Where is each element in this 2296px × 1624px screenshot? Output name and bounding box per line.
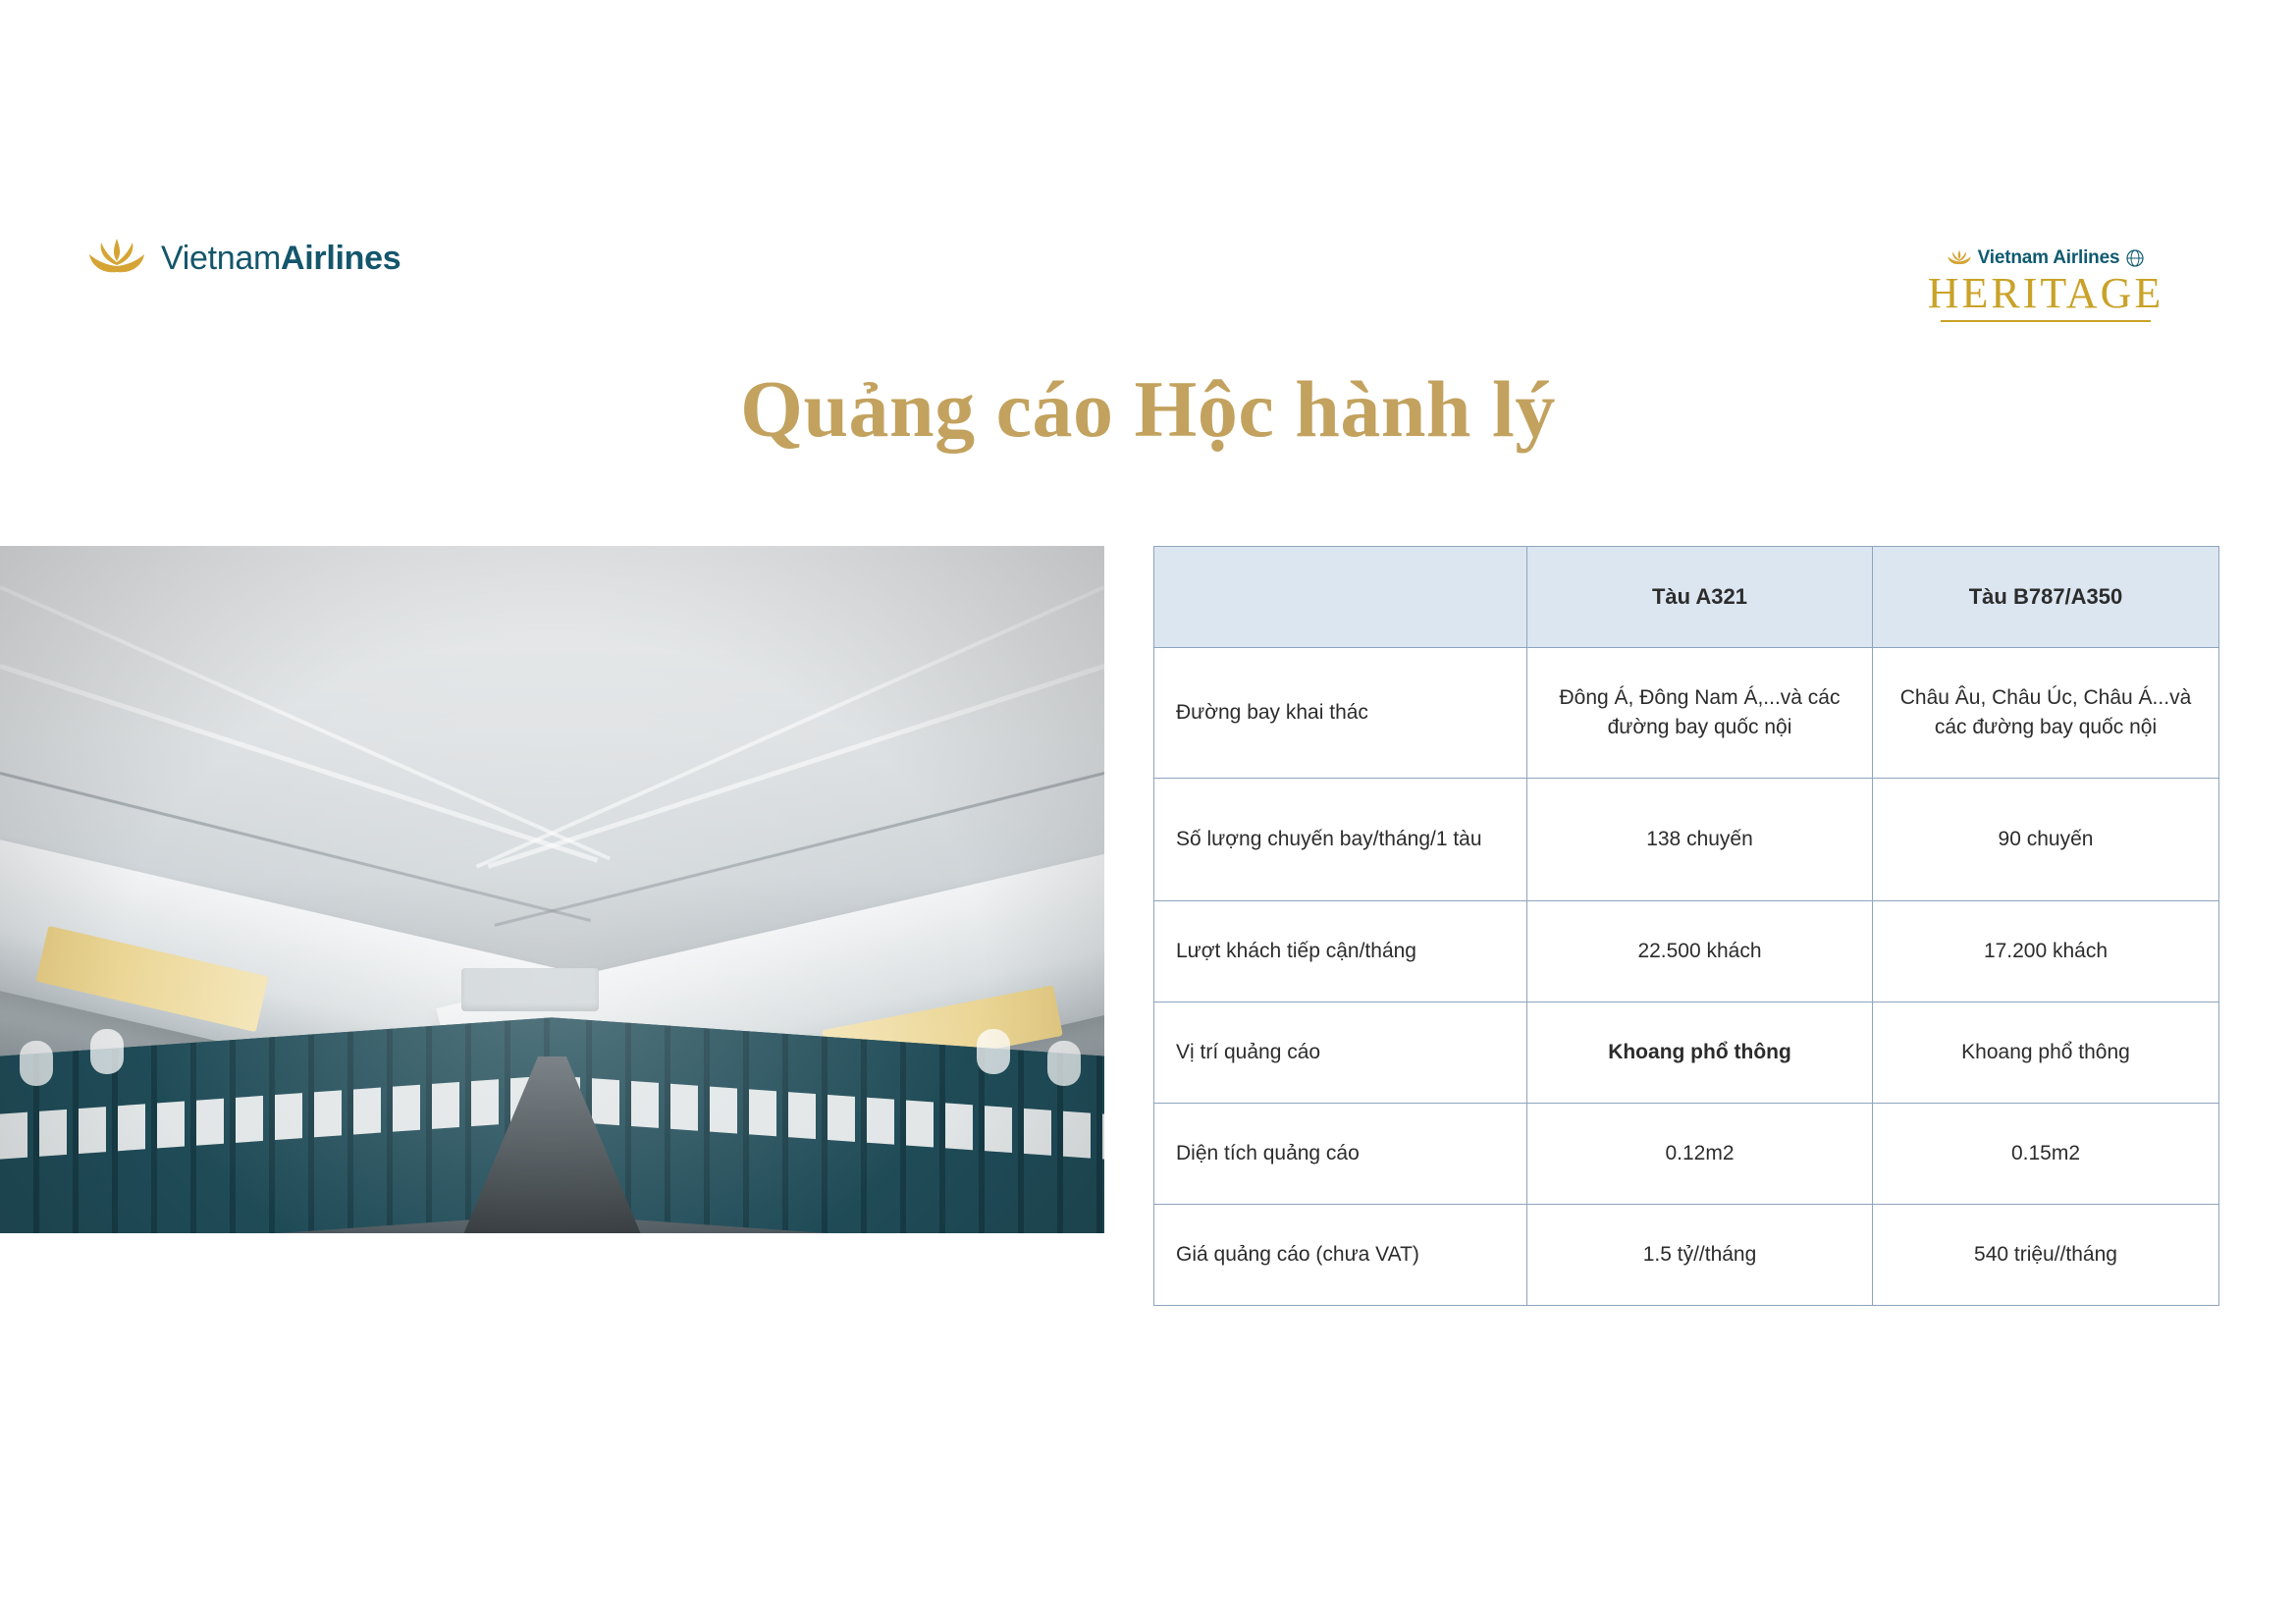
vietnam-airlines-logo: [86, 236, 400, 281]
column-header-blank: [1154, 547, 1527, 648]
heritage-logo: [1923, 247, 2168, 322]
cell-b787-price: 540 triệu//tháng: [1873, 1205, 2219, 1306]
cell-a321-flights: 138 chuyến: [1527, 779, 1873, 901]
column-header-a321: Tàu A321: [1527, 547, 1873, 648]
cell-b787-passengers: 17.200 khách: [1873, 901, 2219, 1002]
photo-vignette: [0, 546, 1104, 1233]
row-label-ad-position: Vị trí quảng cáo: [1154, 1002, 1527, 1104]
logo-word-airlines: Airlines: [281, 239, 401, 277]
cell-a321-routes: Đông Á, Đông Nam Á,...và các đường bay quốc nội: [1527, 648, 1873, 779]
table-row: [1154, 1104, 2219, 1205]
cell-b787-routes: Châu Âu, Châu Úc, Châu Á...và các đường bay quốc nội: [1873, 648, 2219, 779]
lotus-icon: [1947, 248, 1972, 268]
column-header-b787-a350: Tàu B787/A350: [1873, 547, 2219, 648]
page-title: Quảng cáo Hộc hành lý: [740, 364, 1556, 454]
row-label-passengers: Lượt khách tiếp cận/tháng: [1154, 901, 1527, 1002]
table-header-row: [1154, 547, 2219, 648]
table-row: [1154, 779, 2219, 901]
cell-a321-passengers: 22.500 khách: [1527, 901, 1873, 1002]
cell-b787-flights: 90 chuyến: [1873, 779, 2219, 901]
globe-icon: [2125, 248, 2145, 268]
row-label-price: Giá quảng cáo (chưa VAT): [1154, 1205, 1527, 1306]
cabin-photo: [0, 546, 1104, 1233]
table-row: [1154, 1205, 2219, 1306]
vietnam-airlines-wordmark: [161, 240, 400, 278]
table-row: [1154, 648, 2219, 779]
row-label-flights-per-month: Số lượng chuyến bay/tháng/1 tàu: [1154, 779, 1527, 901]
heritage-va-wordmark: Vietnam Airlines: [1977, 247, 2120, 268]
cell-a321-ad-area: 0.12m2: [1527, 1104, 1873, 1205]
heritage-logo-top-row: [1923, 247, 2168, 269]
table-row: [1154, 901, 2219, 1002]
cell-a321-ad-position: Khoang phổ thông: [1527, 1002, 1873, 1104]
row-label-routes: Đường bay khai thác: [1154, 648, 1527, 779]
cell-b787-ad-position: Khoang phổ thông: [1873, 1002, 2219, 1104]
table-row: [1154, 1002, 2219, 1104]
cell-a321-price: 1.5 tỷ//tháng: [1527, 1205, 1873, 1306]
lotus-icon: [86, 236, 147, 281]
advertising-spec-table: [1153, 546, 2219, 1306]
logo-word-vietnam: Vietnam: [161, 239, 282, 277]
heritage-divider: [1941, 320, 2151, 322]
cell-b787-ad-area: 0.15m2: [1873, 1104, 2219, 1205]
row-label-ad-area: Diện tích quảng cáo: [1154, 1104, 1527, 1205]
heritage-wordmark: HERITAGE: [1927, 269, 2164, 317]
